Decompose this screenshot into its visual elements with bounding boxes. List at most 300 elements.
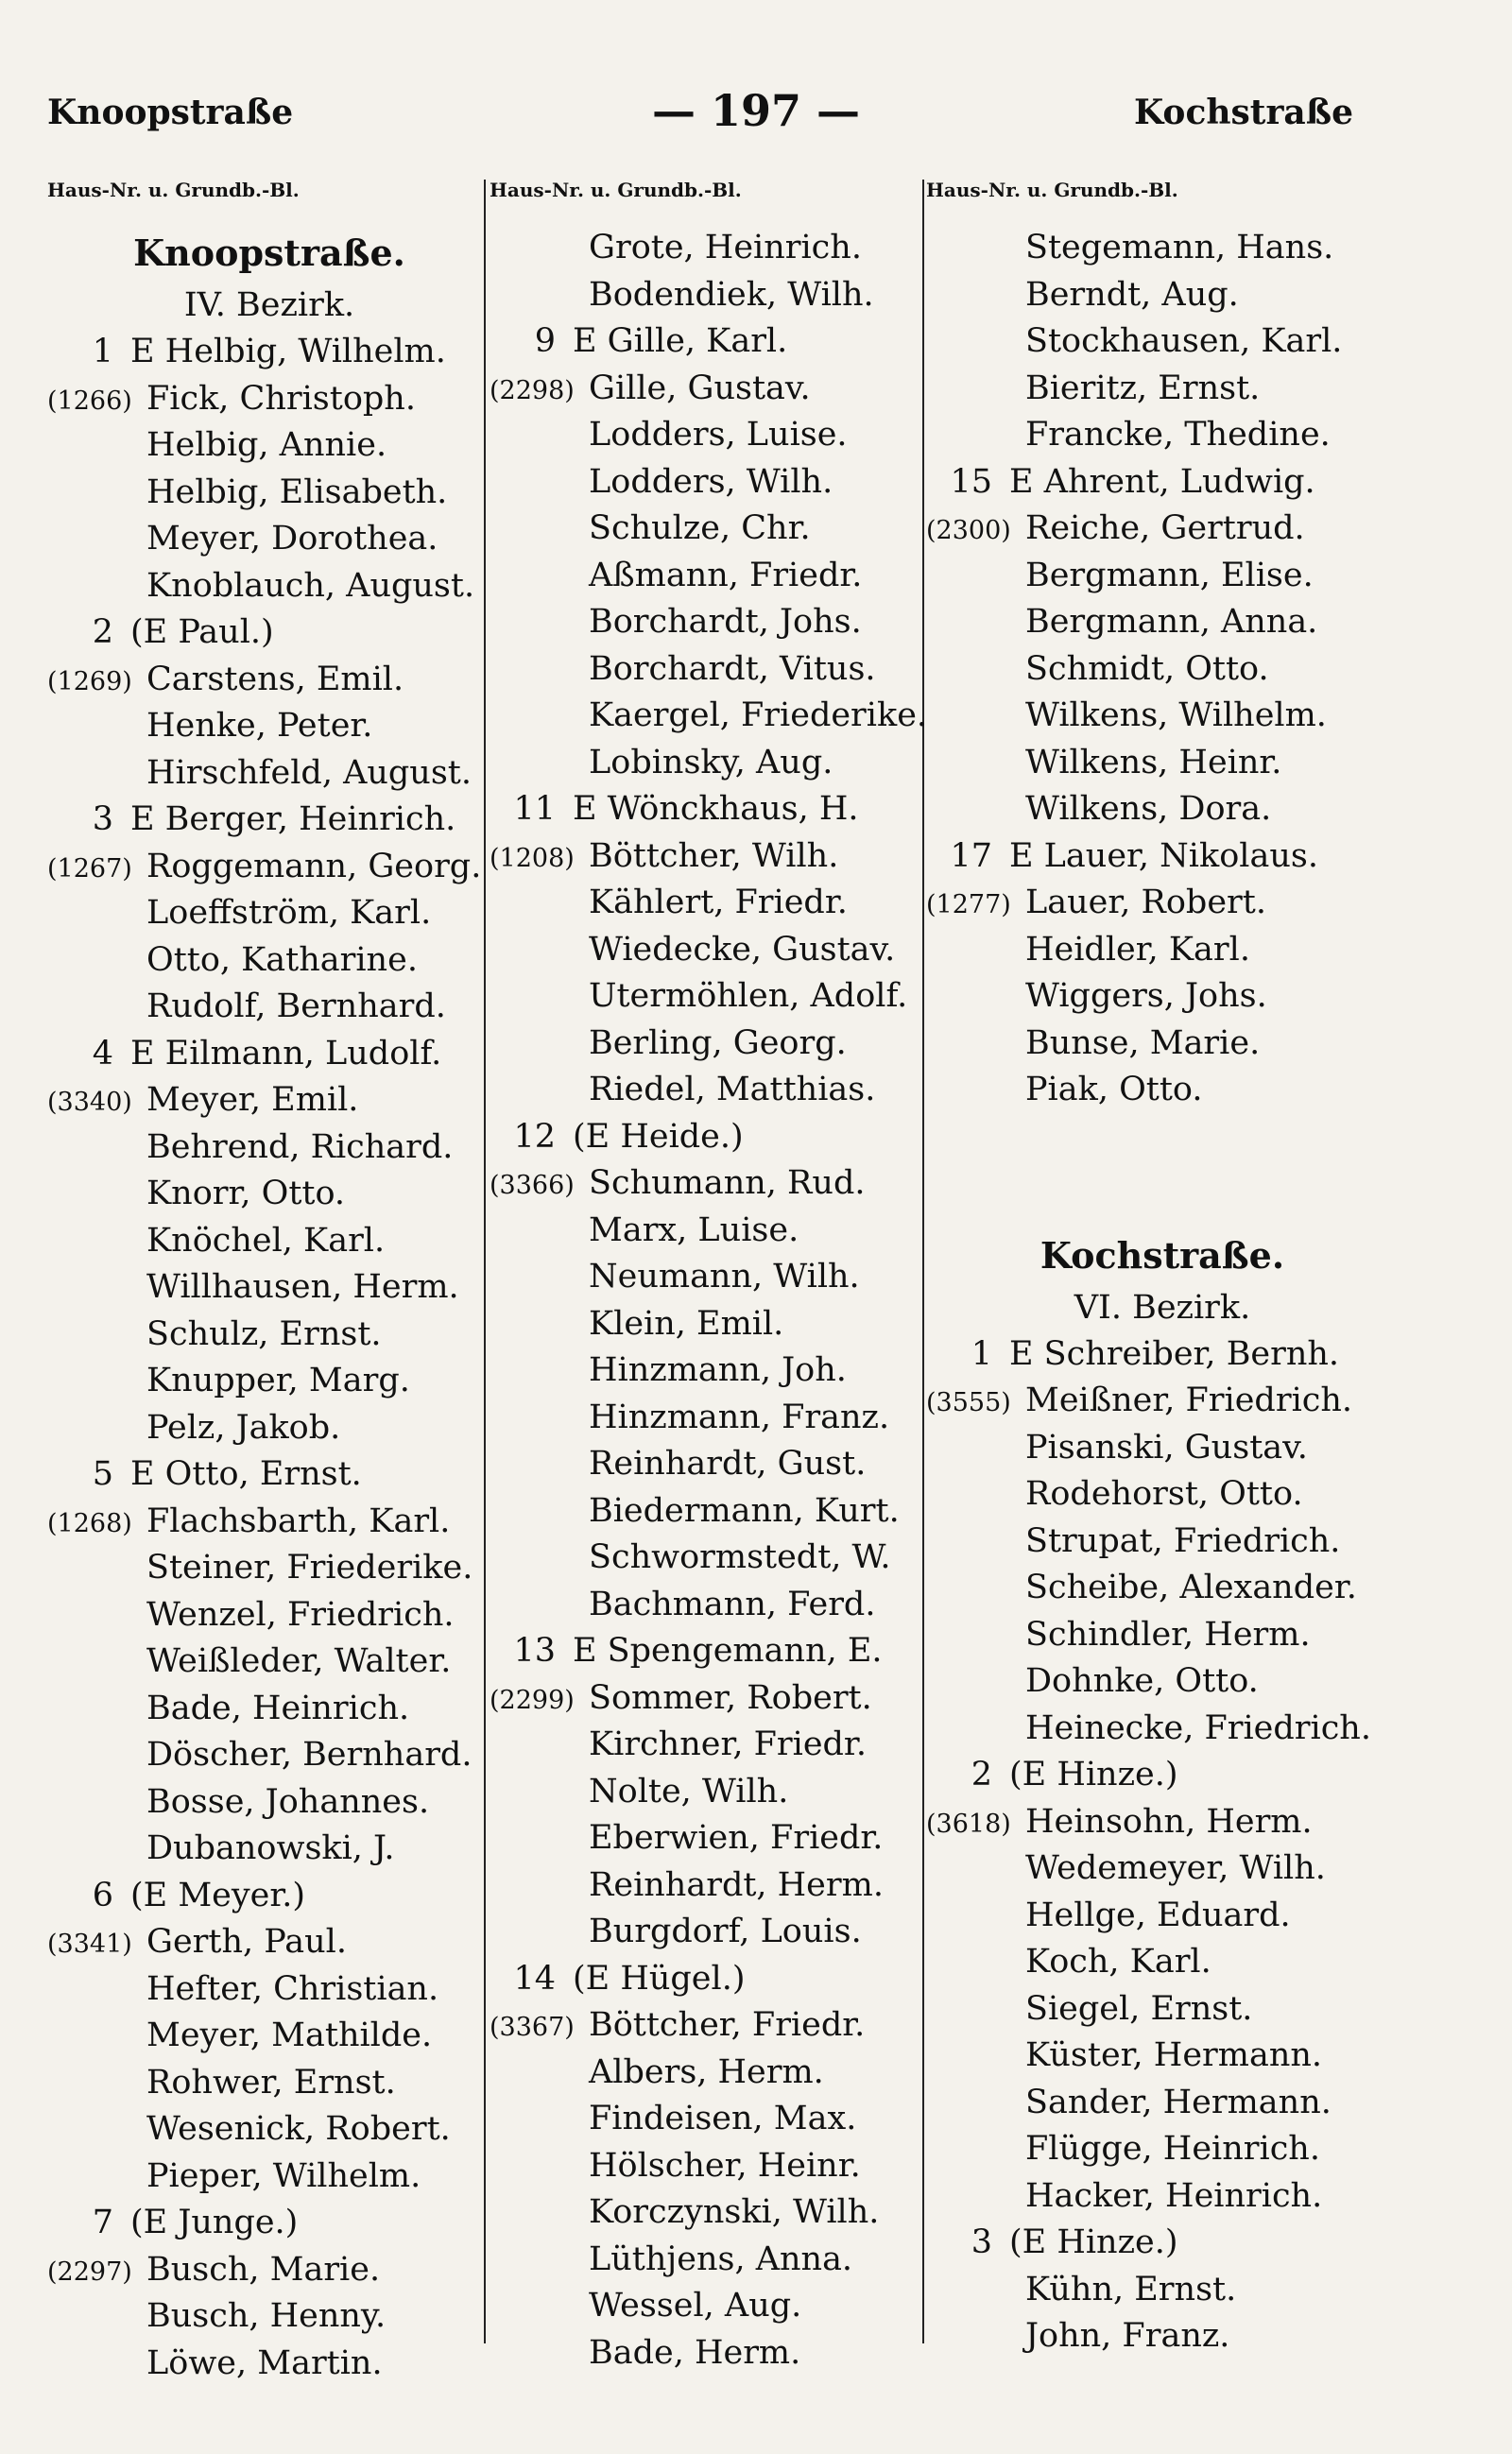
- grundbuch-number: (2300): [926, 516, 1011, 545]
- resident-entry: [490, 1301, 934, 1348]
- resident-entry: [47, 1686, 491, 1733]
- resident-entry: [490, 1535, 934, 1582]
- resident-entry: [926, 646, 1399, 694]
- street-heading: Kochstraße.: [1040, 1233, 1285, 1277]
- resident-name: Aßmann, Friedr.: [589, 556, 863, 594]
- grundbuch-number: (1277): [926, 890, 1011, 919]
- resident-name: (E Hügel.): [573, 1959, 746, 1998]
- resident-entry: [47, 2013, 491, 2060]
- resident-name: Bergmann, Anna.: [1025, 603, 1318, 641]
- resident-name: Korczynski, Wilh.: [589, 2193, 880, 2231]
- resident-entry: [926, 1021, 1399, 1068]
- resident-entry: [47, 1873, 491, 1920]
- resident-entry: [926, 2080, 1399, 2127]
- resident-name: E Schreiber, Bernh.: [1009, 1334, 1340, 1373]
- house-number: 13: [513, 1632, 556, 1670]
- resident-name: Lodders, Luise.: [589, 416, 848, 454]
- resident-entry: [490, 1769, 934, 1816]
- resident-entry: [47, 2060, 491, 2107]
- resident-entry: [926, 2126, 1399, 2173]
- resident-name: Bade, Herm.: [589, 2333, 801, 2372]
- resident-name: Kaergel, Friederike.: [589, 696, 928, 734]
- resident-entry: [490, 412, 934, 459]
- resident-entry: [47, 797, 491, 844]
- resident-entry: [47, 1171, 491, 1218]
- resident-entry: [926, 1612, 1399, 1659]
- resident-entry: [47, 1312, 491, 1359]
- resident-entry: [47, 1826, 491, 1873]
- resident-name: Wiggers, Johs.: [1025, 977, 1267, 1015]
- resident-entry: [926, 693, 1399, 740]
- resident-name: Stockhausen, Karl.: [1025, 322, 1343, 360]
- resident-name: Reinhardt, Gust.: [589, 1445, 867, 1483]
- resident-name: Reiche, Gertrud.: [1025, 509, 1305, 547]
- resident-name: Schumann, Rud.: [589, 1164, 866, 1202]
- resident-name: Dubanowski, J.: [146, 1829, 395, 1867]
- resident-entry: [490, 366, 934, 413]
- resident-name: (E Heide.): [573, 1117, 744, 1156]
- resident-name: Böttcher, Wilh.: [589, 836, 839, 875]
- resident-entry: [47, 2154, 491, 2201]
- spacer: [926, 1114, 1399, 1171]
- resident-entry: [47, 1779, 491, 1827]
- resident-entry: [490, 272, 934, 319]
- grundbuch-number: (1208): [490, 843, 575, 873]
- resident-name: Wilkens, Dora.: [1025, 790, 1272, 828]
- district-label: VI. Bezirk.: [1074, 1288, 1251, 1327]
- resident-entry: [490, 1208, 934, 1255]
- resident-entry: [926, 1706, 1399, 1753]
- resident-entry: [47, 890, 491, 937]
- column-header: Haus-Nr. u. Grundb.-Bl.: [47, 179, 300, 201]
- resident-entry: [490, 973, 934, 1021]
- resident-name: Neumann, Wilh.: [589, 1258, 860, 1296]
- resident-name: Pelz, Jakob.: [146, 1408, 341, 1447]
- resident-name: Bosse, Johannes.: [146, 1782, 430, 1821]
- resident-entry: [490, 740, 934, 787]
- resident-name: Knorr, Otto.: [146, 1175, 346, 1212]
- resident-name: Knöchel, Karl.: [146, 1221, 386, 1260]
- resident-name: E Spengemann, E.: [573, 1632, 883, 1670]
- resident-name: Hinzmann, Joh.: [589, 1351, 847, 1389]
- resident-name: Otto, Katharine.: [146, 940, 418, 979]
- column-header: Haus-Nr. u. Grundb.-Bl.: [490, 179, 742, 201]
- resident-name: Albers, Herm.: [589, 2052, 824, 2091]
- house-number: 12: [513, 1117, 556, 1156]
- resident-name: Reinhardt, Herm.: [589, 1865, 884, 1904]
- resident-name: Kirchner, Friedr.: [589, 1725, 867, 1763]
- resident-entry: [926, 973, 1399, 1021]
- resident-entry: [926, 880, 1399, 927]
- house-number: 3: [92, 800, 113, 838]
- resident-name: Wedemeyer, Wilh.: [1025, 1849, 1326, 1887]
- resident-entry: [47, 1966, 491, 2014]
- grundbuch-number: (3367): [490, 2013, 575, 2042]
- resident-name: Meißner, Friedrich.: [1025, 1381, 1353, 1419]
- resident-name: (E Junge.): [130, 2204, 299, 2241]
- resident-name: Nolte, Wilh.: [589, 1772, 789, 1810]
- resident-entry: [490, 2330, 934, 2377]
- resident-name: Pisanski, Gustav.: [1025, 1428, 1308, 1467]
- resident-entry: [490, 1254, 934, 1301]
- resident-entry: [47, 937, 491, 985]
- house-number: 2: [92, 613, 113, 651]
- resident-name: Löwe, Martin.: [146, 2343, 383, 2382]
- resident-name: Rudolf, Bernhard.: [146, 987, 446, 1025]
- resident-entry: [47, 516, 491, 563]
- resident-entry: [47, 703, 491, 750]
- resident-name: (E Paul.): [130, 613, 274, 651]
- resident-name: (E Meyer.): [130, 1876, 306, 1914]
- resident-name: Wiedecke, Gustav.: [589, 930, 896, 969]
- grundbuch-number: (3555): [926, 1388, 1011, 1417]
- resident-name: Küster, Hermann.: [1025, 2036, 1323, 2074]
- grundbuch-number: (2298): [490, 375, 575, 405]
- resident-name: Weißleder, Walter.: [146, 1642, 452, 1680]
- resident-entry: [47, 1732, 491, 1779]
- resident-entry: [926, 2313, 1399, 2360]
- resident-name: Bachmann, Ferd.: [589, 1585, 876, 1623]
- running-head-right: Kochstraße: [1133, 93, 1353, 132]
- resident-name: Koch, Karl.: [1025, 1943, 1211, 1981]
- resident-entry: [926, 740, 1399, 787]
- resident-name: Knupper, Marg.: [146, 1362, 410, 1399]
- house-number: 3: [971, 2223, 992, 2261]
- resident-name: Gille, Gustav.: [589, 369, 811, 407]
- resident-entry: [490, 1909, 934, 1956]
- resident-name: Strupat, Friedrich.: [1025, 1521, 1341, 1560]
- resident-name: E Berger, Heinrich.: [130, 800, 456, 838]
- resident-name: Loeffström, Karl.: [146, 894, 432, 932]
- resident-name: Henke, Peter.: [146, 707, 373, 745]
- grundbuch-number: (3366): [490, 1171, 575, 1200]
- resident-name: Kählert, Friedr.: [589, 884, 848, 921]
- resident-entry: [926, 1845, 1399, 1893]
- resident-name: Pieper, Wilhelm.: [146, 2156, 421, 2195]
- resident-name: Piak, Otto.: [1025, 1071, 1203, 1108]
- resident-name: Hinzmann, Franz.: [589, 1398, 890, 1436]
- spacer: [926, 1171, 1399, 1227]
- house-number: 1: [971, 1334, 992, 1373]
- resident-name: E Gille, Karl.: [573, 322, 788, 360]
- resident-name: Lodders, Wilh.: [589, 462, 833, 501]
- resident-entry: [490, 2189, 934, 2237]
- resident-entry: [47, 1124, 491, 1172]
- resident-entry: [47, 422, 491, 470]
- grundbuch-number: (3618): [926, 1809, 1011, 1839]
- resident-entry: [926, 599, 1399, 646]
- resident-name: Meyer, Mathilde.: [146, 2016, 433, 2054]
- resident-entry: [47, 2106, 491, 2154]
- resident-entry: [490, 1160, 934, 1208]
- resident-name: Wesenick, Robert.: [146, 2110, 451, 2148]
- resident-name: Schmidt, Otto.: [1025, 649, 1269, 688]
- resident-entry: [47, 376, 491, 423]
- house-number: 11: [513, 790, 556, 828]
- resident-name: Schulze, Chr.: [589, 509, 811, 547]
- resident-name: E Otto, Ernst.: [130, 1455, 362, 1493]
- house-number: 2: [971, 1756, 992, 1793]
- resident-name: Heinsohn, Herm.: [1025, 1802, 1313, 1841]
- resident-entry: [490, 1067, 934, 1114]
- resident-entry: [926, 459, 1399, 506]
- resident-entry: [490, 927, 934, 974]
- resident-entry: [490, 1815, 934, 1862]
- resident-entry: [490, 2237, 934, 2284]
- resident-entry: [47, 750, 491, 798]
- resident-entry: [490, 318, 934, 366]
- resident-name: John, Franz.: [1025, 2317, 1230, 2355]
- resident-entry: [490, 1582, 934, 1629]
- resident-name: Berndt, Aug.: [1025, 275, 1239, 314]
- resident-entry: [47, 2341, 491, 2388]
- house-number: 5: [92, 1455, 113, 1493]
- resident-name: Heinecke, Friedrich.: [1025, 1708, 1371, 1747]
- resident-name: Dohnke, Otto.: [1025, 1662, 1259, 1700]
- resident-name: Hefter, Christian.: [146, 1969, 439, 2008]
- house-number: 9: [534, 322, 556, 360]
- resident-name: Grote, Heinrich.: [589, 229, 862, 266]
- resident-name: Carstens, Emil.: [146, 660, 404, 698]
- resident-name: (E Hinze.): [1009, 1756, 1178, 1793]
- resident-name: Klein, Emil.: [589, 1304, 784, 1343]
- resident-entry: [926, 1939, 1399, 1986]
- resident-entry: [47, 609, 491, 657]
- resident-name: E Ahrent, Ludwig.: [1009, 462, 1315, 501]
- resident-entry: [47, 1218, 491, 1265]
- resident-name: Schwormstedt, W.: [589, 1538, 891, 1576]
- resident-entry: [926, 1331, 1399, 1379]
- resident-name: Rohwer, Ernst.: [146, 2063, 396, 2102]
- resident-entry: [926, 1067, 1399, 1114]
- resident-entry: [490, 833, 934, 881]
- house-number: 1: [92, 333, 113, 370]
- resident-entry: [490, 553, 934, 600]
- resident-name: Bade, Heinrich.: [146, 1689, 410, 1727]
- resident-entry: [926, 1986, 1399, 2034]
- resident-entry: [490, 786, 934, 833]
- resident-name: Helbig, Elisabeth.: [146, 472, 448, 511]
- resident-name: Burgdorf, Louis.: [589, 1913, 862, 1950]
- resident-name: Lobinsky, Aug.: [589, 743, 833, 781]
- resident-name: Wenzel, Friedrich.: [146, 1595, 455, 1634]
- resident-entry: [47, 1358, 491, 1405]
- resident-entry: [490, 1114, 934, 1161]
- page-number: — 197 —: [651, 85, 861, 136]
- resident-entry: [47, 844, 491, 891]
- resident-entry: [490, 1862, 934, 1910]
- grundbuch-number: (3340): [47, 1088, 132, 1117]
- resident-name: Flügge, Heinrich.: [1025, 2130, 1320, 2168]
- resident-entry: [47, 1639, 491, 1686]
- resident-entry: [926, 2173, 1399, 2221]
- resident-name: Wilkens, Heinr.: [1025, 743, 1282, 781]
- resident-entry: [926, 2220, 1399, 2267]
- resident-entry: [926, 553, 1399, 600]
- grundbuch-number: (1267): [47, 853, 132, 884]
- house-number: 17: [950, 836, 992, 875]
- resident-entry: [490, 2050, 934, 2097]
- resident-name: Riedel, Matthias.: [589, 1071, 876, 1108]
- resident-name: Schindler, Herm.: [1025, 1615, 1311, 1654]
- resident-name: Sander, Hermann.: [1025, 2083, 1332, 2121]
- column-header: Haus-Nr. u. Grundb.-Bl.: [926, 179, 1178, 201]
- resident-name: Busch, Henny.: [146, 2297, 387, 2335]
- resident-entry: [490, 880, 934, 927]
- grundbuch-number: (1266): [47, 386, 132, 416]
- resident-entry: [926, 2267, 1399, 2314]
- resident-entry: [47, 984, 491, 1031]
- resident-entry: [47, 1592, 491, 1639]
- resident-name: E Eilmann, Ludolf.: [130, 1034, 442, 1073]
- resident-name: Behrend, Richard.: [146, 1127, 454, 1166]
- resident-entry: [490, 646, 934, 694]
- resident-name: Francke, Thedine.: [1025, 416, 1331, 454]
- resident-name: Rodehorst, Otto.: [1025, 1475, 1303, 1513]
- resident-entry: [490, 506, 934, 553]
- resident-entry: [926, 786, 1399, 833]
- resident-name: Lüthjens, Anna.: [589, 2239, 853, 2278]
- resident-name: Lauer, Robert.: [1025, 884, 1266, 921]
- resident-entry: [490, 2283, 934, 2330]
- resident-name: Hacker, Heinrich.: [1025, 2176, 1323, 2215]
- grundbuch-number: (1269): [47, 666, 132, 696]
- grundbuch-number: (1268): [47, 1508, 132, 1538]
- resident-entry: [47, 1405, 491, 1452]
- resident-name: Wessel, Aug.: [589, 2287, 802, 2325]
- resident-name: Bunse, Marie.: [1025, 1023, 1261, 1062]
- resident-entry: [490, 1628, 934, 1675]
- resident-name: Wilkens, Wilhelm.: [1025, 696, 1327, 734]
- resident-entry: [926, 318, 1399, 366]
- resident-name: Hölscher, Heinr.: [589, 2146, 861, 2185]
- house-number: 6: [92, 1876, 113, 1914]
- resident-name: Döscher, Bernhard.: [146, 1736, 472, 1774]
- resident-name: Bodendiek, Wilh.: [589, 275, 874, 314]
- district-label: IV. Bezirk.: [183, 286, 355, 324]
- resident-entry: [47, 1919, 491, 1966]
- resident-name: Findeisen, Max.: [589, 2100, 857, 2137]
- resident-name: Bieritz, Ernst.: [1025, 369, 1261, 407]
- resident-entry: [490, 599, 934, 646]
- resident-name: Steiner, Friederike.: [146, 1549, 473, 1587]
- resident-entry: [490, 1395, 934, 1442]
- resident-entry: [926, 506, 1399, 553]
- resident-entry: [47, 2200, 491, 2247]
- resident-entry: [926, 1658, 1399, 1706]
- resident-entry: [47, 657, 491, 704]
- resident-entry: [490, 693, 934, 740]
- resident-entry: [926, 1425, 1399, 1472]
- resident-entry: [926, 1752, 1399, 1799]
- grundbuch-number: (2299): [490, 1685, 575, 1715]
- running-head-left: Knoopstraße: [47, 93, 294, 132]
- resident-entry: [926, 1471, 1399, 1519]
- resident-entry: [47, 2247, 491, 2294]
- column-1: [47, 180, 491, 2387]
- resident-name: Sommer, Robert.: [589, 1678, 872, 1717]
- resident-entry: [47, 563, 491, 610]
- house-number: 4: [92, 1034, 113, 1073]
- grundbuch-number: (3341): [47, 1930, 132, 1959]
- resident-name: Bergmann, Elise.: [1025, 556, 1314, 594]
- resident-entry: [490, 2143, 934, 2190]
- house-number: 15: [950, 462, 992, 501]
- resident-name: Eberwien, Friedr.: [589, 1819, 884, 1857]
- resident-entry: [490, 225, 934, 272]
- resident-entry: [490, 1441, 934, 1488]
- resident-entry: [926, 1565, 1399, 1612]
- resident-entry: [926, 833, 1399, 881]
- resident-entry: [47, 1031, 491, 1078]
- resident-entry: [926, 927, 1399, 974]
- resident-name: E Helbig, Wilhelm.: [130, 333, 446, 370]
- resident-entry: [926, 272, 1399, 319]
- resident-name: Böttcher, Friedr.: [589, 2006, 866, 2044]
- resident-name: Schulz, Ernst.: [146, 1314, 382, 1353]
- resident-name: Knoblauch, August.: [146, 566, 475, 605]
- resident-name: Flachsbarth, Karl.: [146, 1502, 451, 1540]
- resident-entry: [490, 1347, 934, 1395]
- street-heading: Knoopstraße.: [133, 232, 405, 274]
- resident-entry: [926, 2033, 1399, 2080]
- resident-name: Heidler, Karl.: [1025, 930, 1250, 969]
- resident-name: Borchardt, Vitus.: [589, 649, 876, 688]
- resident-name: Gerth, Paul.: [146, 1923, 347, 1961]
- resident-entry: [926, 1519, 1399, 1566]
- resident-name: Roggemann, Georg.: [146, 847, 482, 885]
- resident-name: Borchardt, Johs.: [589, 603, 862, 641]
- resident-entry: [926, 1799, 1399, 1846]
- resident-entry: [926, 412, 1399, 459]
- house-number: 14: [513, 1959, 556, 1998]
- resident-entry: [490, 1675, 934, 1723]
- resident-name: Hirschfeld, August.: [146, 753, 472, 792]
- resident-name: Willhausen, Herm.: [146, 1268, 459, 1306]
- resident-entry: [47, 1077, 491, 1124]
- resident-entry: [490, 1488, 934, 1536]
- resident-entry: [926, 366, 1399, 413]
- resident-name: Berling, Georg.: [589, 1023, 847, 1062]
- resident-entry: [490, 1021, 934, 1068]
- resident-name: Marx, Luise.: [589, 1210, 799, 1249]
- resident-entry: [490, 2002, 934, 2050]
- resident-entry: [490, 2096, 934, 2143]
- resident-entry: [47, 1545, 491, 1592]
- resident-name: (E Hinze.): [1009, 2223, 1178, 2261]
- column-3: [926, 180, 1399, 2360]
- resident-entry: [47, 1264, 491, 1312]
- resident-entry: [47, 470, 491, 517]
- resident-name: E Wönckhaus, H.: [573, 790, 859, 828]
- resident-entry: [490, 459, 934, 506]
- resident-name: Biedermann, Kurt.: [589, 1491, 900, 1530]
- house-number: 7: [92, 2204, 113, 2241]
- resident-name: Busch, Marie.: [146, 2250, 381, 2289]
- resident-name: E Lauer, Nikolaus.: [1009, 836, 1318, 875]
- column-2: [490, 180, 934, 2377]
- resident-entry: [490, 1956, 934, 2003]
- resident-name: Helbig, Annie.: [146, 426, 387, 464]
- resident-entry: [926, 1893, 1399, 1940]
- resident-name: Siegel, Ernst.: [1025, 1989, 1253, 2028]
- resident-entry: [926, 225, 1399, 272]
- resident-entry: [47, 1451, 491, 1499]
- resident-entry: [47, 329, 491, 376]
- resident-entry: [47, 1499, 491, 1546]
- resident-entry: [490, 1722, 934, 1769]
- grundbuch-number: (2297): [47, 2257, 132, 2287]
